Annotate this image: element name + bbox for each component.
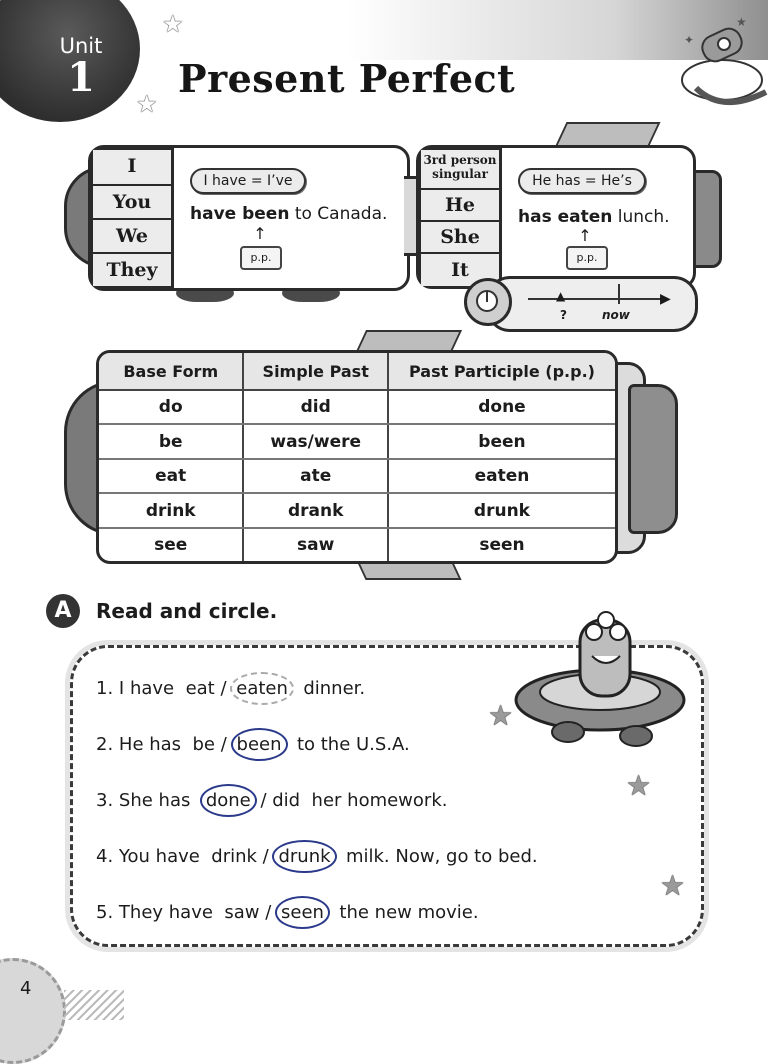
svg-text:✦: ✦ <box>684 33 695 47</box>
clock-icon <box>464 278 512 326</box>
verb-table <box>96 350 618 564</box>
table-cell: be <box>99 424 243 458</box>
exercise-item <box>96 784 447 817</box>
stamp-decoration <box>64 990 124 1020</box>
unit-label: Unit <box>59 34 103 58</box>
choice-option-circled[interactable]: eaten <box>230 672 294 705</box>
exercise-item <box>96 840 538 873</box>
table-cell: see <box>99 528 243 561</box>
alien-ufo-illustration-icon <box>508 600 688 760</box>
timeline-question: ? <box>560 308 567 322</box>
pronoun-column <box>418 147 502 287</box>
timeline-now-tick <box>618 284 620 304</box>
timeline-line <box>528 298 664 300</box>
third-person-header: 3rd person singular <box>421 150 499 188</box>
table-cell: was/were <box>243 424 387 458</box>
column-header: Past Participle (p.p.) <box>388 353 615 390</box>
table-cell: drank <box>243 493 387 527</box>
sentence-rest: to Canada. <box>289 204 388 224</box>
table-cell: done <box>388 390 615 424</box>
contraction-pill: He has = He’s <box>518 168 646 194</box>
star-icon: ★ <box>626 769 652 802</box>
choice-separator: / <box>214 678 233 699</box>
timeline-arrow-icon: ▶ <box>660 291 671 307</box>
star-icon: ★ <box>660 869 686 902</box>
choice-option[interactable]: did <box>272 790 301 811</box>
table-row <box>99 424 615 458</box>
table-cell: drink <box>99 493 243 527</box>
table-cell: seen <box>479 534 525 555</box>
table-cell: did <box>243 390 387 424</box>
choice-option[interactable]: saw <box>224 902 260 923</box>
table-cell: been <box>388 424 615 458</box>
example-sentence <box>518 207 670 227</box>
item-number: 4. <box>96 846 114 867</box>
exercise-item <box>96 728 410 761</box>
spaceship-illustration-icon <box>676 14 768 110</box>
item-text: He has <box>113 734 193 755</box>
star-icon: ★ <box>136 90 158 118</box>
pronoun: She <box>421 220 499 253</box>
corner-decoration <box>0 958 66 1064</box>
table-row <box>99 528 615 561</box>
table-cell: ate <box>243 459 387 493</box>
column-header: Base Form <box>99 353 243 390</box>
timeline-now-label: now <box>602 308 630 322</box>
timeline-marker-icon: ▲ <box>556 289 566 303</box>
sentence-verb: have been <box>190 204 290 224</box>
section-title: Read and circle. <box>96 599 278 623</box>
unit-number: 1 <box>67 54 95 101</box>
pronoun: I <box>93 150 171 183</box>
contraction-pill: I have = I’ve <box>190 168 306 194</box>
pronoun: It <box>421 252 499 286</box>
arrow-up-icon: ↑ <box>253 224 267 243</box>
item-number: 5. <box>96 902 114 923</box>
page-number: 4 <box>20 978 32 999</box>
table-cell: saw <box>243 528 387 561</box>
choice-separator: / <box>254 790 273 811</box>
table-row <box>99 493 615 527</box>
item-text: I have <box>113 678 186 699</box>
choice-option-circled[interactable]: seen <box>275 896 330 929</box>
star-icon: ★ <box>162 10 184 38</box>
item-text: her homework. <box>300 790 448 811</box>
pp-label: p.p. <box>566 246 608 270</box>
choice-option[interactable]: be <box>192 734 215 755</box>
arrow-up-icon: ↑ <box>578 226 592 245</box>
column-header: Simple Past <box>243 353 387 390</box>
item-text: You have <box>113 846 212 867</box>
choice-separator: / <box>256 846 275 867</box>
table-row <box>99 390 615 424</box>
item-number: 1. <box>96 678 114 699</box>
section-badge: A <box>46 594 80 628</box>
item-number: 2. <box>96 734 114 755</box>
pronoun-column <box>90 147 174 289</box>
item-text: She has <box>113 790 202 811</box>
item-text: They have <box>113 902 225 923</box>
pronoun: He <box>421 188 499 221</box>
table-cell: drunk <box>388 493 615 527</box>
item-text: milk. Now, go to bed. <box>334 846 538 867</box>
choice-option-circled[interactable]: been <box>231 728 288 761</box>
table-cell: eat <box>99 459 243 493</box>
star-icon: ★ <box>488 699 514 732</box>
choice-option[interactable]: eat <box>185 678 215 699</box>
item-text: to the U.S.A. <box>285 734 410 755</box>
pronoun: They <box>93 252 171 286</box>
sentence-verb: has eaten <box>518 207 613 227</box>
pronoun: We <box>93 218 171 253</box>
table-row <box>99 459 615 493</box>
rocket-engine <box>628 384 678 534</box>
pp-label: p.p. <box>240 246 282 270</box>
choice-option-circled[interactable]: done <box>200 784 257 817</box>
item-number: 3. <box>96 790 114 811</box>
page-title: Present Perfect <box>178 56 516 101</box>
svg-text:★: ★ <box>736 15 747 29</box>
sentence-rest: lunch. <box>612 207 670 227</box>
table-cell: eaten <box>388 459 615 493</box>
table-cell: do <box>99 390 243 424</box>
example-sentence <box>190 204 387 224</box>
choice-option[interactable]: drink <box>211 846 257 867</box>
choice-separator: / <box>215 734 233 755</box>
item-text: the new movie. <box>327 902 479 923</box>
exercise-item <box>96 896 479 929</box>
choice-option-circled[interactable]: drunk <box>272 840 336 873</box>
exercise-item <box>96 672 365 705</box>
item-text: dinner. <box>291 678 366 699</box>
choice-separator: / <box>259 902 278 923</box>
pronoun: You <box>93 184 171 219</box>
